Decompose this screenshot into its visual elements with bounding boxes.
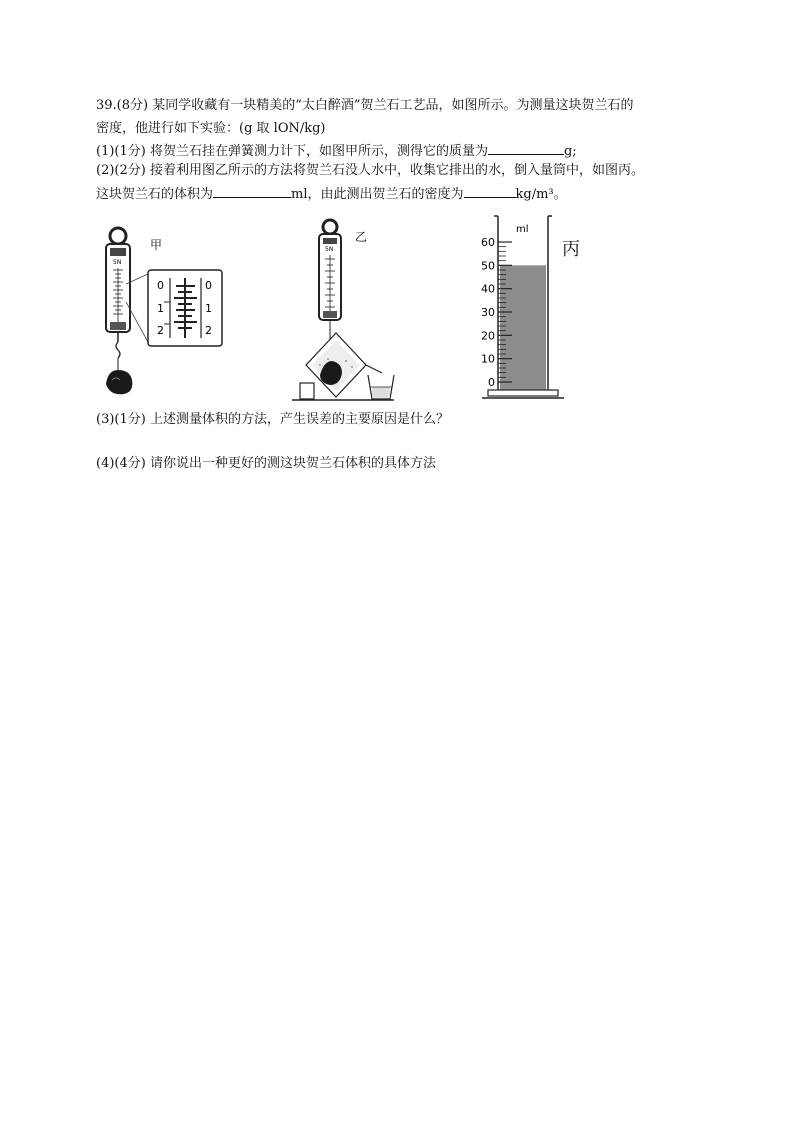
cylinder-tick-label: 0 <box>488 376 495 389</box>
spring-scale-yi-diagram <box>290 215 400 405</box>
part-1-unit: g; <box>563 144 577 159</box>
jia-scale-left-0: 0 <box>157 279 164 292</box>
cylinder-tick-label: 60 <box>481 236 495 249</box>
jia-scale-left-1: 1 <box>157 302 164 315</box>
cylinder-tick-label: 30 <box>481 306 495 319</box>
cylinder-tick-label: 20 <box>481 329 495 343</box>
figure-yi-label: 乙 <box>355 230 368 244</box>
jia-scale-right-0: 0 <box>205 279 212 292</box>
part-2-line-1: (2)(2分) 接着利用图乙所示的方法将贺兰石没人水中，收集它排出的水，倒入量筒中，如图丙。 <box>96 163 644 178</box>
spring-scale-jia-diagram <box>100 222 230 402</box>
cylinder-tick-label: 10 <box>481 352 495 366</box>
question-line-2: 密度，他进行如下实验：(g 取 lON/kg) <box>96 121 326 136</box>
jia-meter-label: 5N <box>113 259 122 266</box>
jia-scale-left-2: 2 <box>157 324 164 337</box>
bing-unit-label: ml <box>516 224 529 235</box>
question-line-1: 39.(8分) 某同学收藏有一块精美的“太白醉酒”贺兰石工艺品，如图所示。为测量这块贺兰石的 <box>96 98 634 113</box>
part-2-volume-text: 这块贺兰石的体积为 <box>96 187 214 202</box>
cylinder-tick-label: 40 <box>481 282 495 296</box>
figure-yi <box>290 215 400 405</box>
cylinder-tick-label: 50 <box>481 259 495 273</box>
part-2-line-2 <box>96 185 567 203</box>
mass-answer-blank[interactable] <box>488 142 564 155</box>
figure-jia-label: 甲 <box>150 238 163 252</box>
density-answer-blank[interactable] <box>464 185 516 198</box>
volume-answer-blank[interactable] <box>213 185 291 198</box>
part-3: (3)(1分) 上述测量体积的方法，产生误差的主要原因是什么？ <box>96 412 449 427</box>
part-2-unit: kg/m³。 <box>515 187 567 202</box>
figure-jia <box>100 222 230 402</box>
water-column <box>500 265 546 390</box>
figure-bing-label: 丙 <box>562 239 580 260</box>
part-4: (4)(4分) 请你说出一种更好的测这块贺兰石体积的具体方法 <box>96 456 436 471</box>
jia-scale-right-1: 1 <box>205 302 212 315</box>
part-1-text: (1)(1分) 将贺兰石挂在弹簧测力计下，如图甲所示，测得它的质量为 <box>96 144 488 159</box>
jia-scale-right-2: 2 <box>205 324 212 337</box>
yi-meter-label: 5N <box>325 246 334 253</box>
part-1 <box>96 142 577 160</box>
part-2-density-text: ml，由此测出贺兰石的密度为 <box>291 187 464 202</box>
